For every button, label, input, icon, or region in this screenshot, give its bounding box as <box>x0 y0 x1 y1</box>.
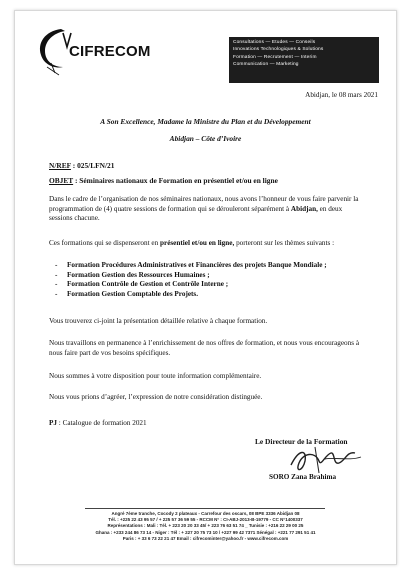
subject-label: OBJET <box>49 176 74 185</box>
themes-mode: présentiel et/ou en ligne, <box>160 239 235 247</box>
themes-text-end: porteront sur les thèmes suivants : <box>234 239 335 247</box>
themes-list <box>55 261 360 299</box>
footer-line: Angré 7ème tranche, Cocody 2 plateaux - Carrefour des oscars, 08 BPE 3336 Abidjan 08 <box>111 511 300 516</box>
list-item-text: Formation Gestion Comptable des Projets. <box>67 289 199 298</box>
banner-line: Communication — Marketing <box>233 61 299 67</box>
recipient-line-2: Abidjan – Côte d’Ivoire <box>169 134 242 143</box>
subject-value: : Séminaires nationaux de Formation en présentiel et/ou en ligne <box>73 176 278 185</box>
footer-contact <box>45 511 366 542</box>
list-item-text: Formation Gestion des Ressources Humaines ; <box>67 270 210 279</box>
footer-line: Représentations : Mali : Tél. + 223 20 20 33 45/ + 223 76 63 51 74 _ Tunisie : +216 22 29 00 25 <box>107 523 304 529</box>
reference-label: N/REF <box>49 161 71 170</box>
subject-line <box>49 176 278 185</box>
signatory-title: Le Directeur de la Formation <box>255 437 348 446</box>
logo-wordmark: CIFRECOM <box>69 43 151 60</box>
paragraph-offers: Nous travaillons en permanence à l’enrichissement de nos offres de formation, et nous vous encourageons à nous faire part de vos besoins spécifiques. <box>49 339 360 357</box>
paragraph-closing: Nous vous prions d’agréer, l’expression de notre considération distinguée. <box>49 393 263 401</box>
list-item-text: Formation Procédures Administratives et Financières des projets Banque Mondiale ; <box>67 261 327 269</box>
intro-text: Dans le cadre de l’organisation de nos séminaires nationaux, nous avons l’honneur de vous faire parvenir la programmation de (4) quatre sessions de formation qui se dérouleront séparément à <box>49 195 359 213</box>
paragraph-intro <box>49 195 361 224</box>
attachment-value: : Catalogue de formation 2021 <box>56 419 147 427</box>
footer-line: Paris : + 33 6 73 22 21 47 Email : cifrecominter@yahoo.fr - www.cifrecom.com <box>122 535 289 541</box>
banner-line: Formation — Recrutement — Interim <box>233 54 317 60</box>
paragraph-attachment: Vous trouverez ci-joint la présentation détaillée relative à chaque formation. <box>49 317 268 325</box>
reference-line <box>49 161 114 170</box>
banner-line: Innovations Technologiques & Solutions <box>233 47 324 53</box>
reference-value: : 025/LFN/21 <box>70 161 115 170</box>
services-banner <box>229 37 379 83</box>
handwritten-signature-icon <box>285 443 365 477</box>
list-item: - Formation Gestion des Ressources Humaines ; <box>55 270 210 279</box>
paragraph-availability: Nous sommes à votre disposition pour toute information complémentaire. <box>49 372 262 380</box>
footer-divider <box>85 508 325 509</box>
footer-line: Ghana : +233 244 86 73 14 - Niger : Tél : + 227 20 75 73 10 / +227 99 42 7371 Sénégal : +221 77 291 51 41 <box>95 529 316 535</box>
footer-line: Tél. : +225 22 43 95 57 / + 225 57 36 59 55 - RCCM N° : CI-ABJ-2013-B-19779 - CC N°1400337 <box>108 517 303 523</box>
intro-city: Abidjan, <box>290 204 318 213</box>
attachment-label: PJ <box>49 419 57 427</box>
list-item-text: Formation Contrôle de Gestion et Contrôle Interne ; <box>67 280 229 289</box>
recipient-line-1: A Son Excellence, Madame la Ministre du Plan et du Développement <box>100 117 311 126</box>
themes-text: Ces formations qui se dispenseront en <box>49 239 160 247</box>
banner-line: Consultations — Etudes — Conseils <box>233 40 316 45</box>
letter-page <box>14 10 397 565</box>
cifrecom-logo <box>33 23 193 77</box>
paragraph-themes <box>49 239 361 249</box>
letter-date: Abidjan, le 08 mars 2021 <box>305 91 378 99</box>
list-item: - Formation Procédures Administratives et Financières des projets Banque Mondiale ; <box>55 261 327 269</box>
signatory-name: SORO Zana Brahima <box>269 473 337 481</box>
list-item: - Formation Contrôle de Gestion et Contrôle Interne ; <box>55 280 229 289</box>
list-item: - Formation Gestion Comptable des Projets. <box>55 289 199 298</box>
attachment-line <box>49 419 147 427</box>
intro-text-end: en deux sessions chacune. <box>49 204 343 223</box>
